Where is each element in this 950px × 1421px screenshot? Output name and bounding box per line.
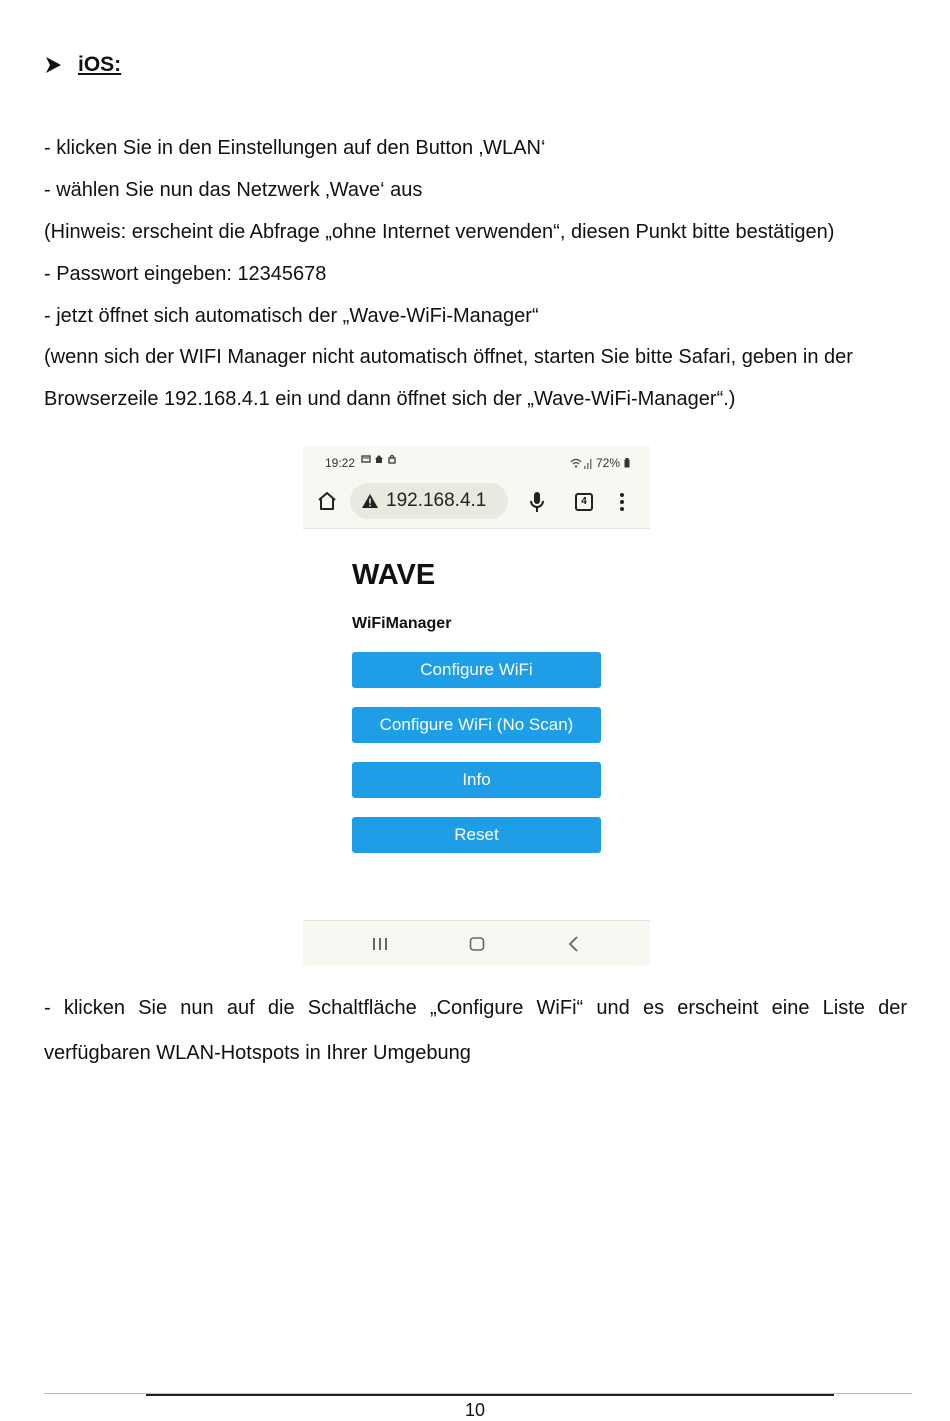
instruction-line: - klicken Sie nun auf die Schaltfläche „Configure WiFi“ und es erscheint eine Liste der	[44, 997, 907, 1019]
status-bar	[303, 446, 650, 476]
android-nav-bar	[303, 920, 650, 965]
instruction-line: - wählen Sie nun das Netzwerk ‚Wave‘ aus	[44, 179, 423, 201]
warning-icon[interactable]	[361, 493, 379, 509]
instruction-line: - jetzt öffnet sich automatisch der „Wave-WiFi-Manager“	[44, 305, 539, 327]
tabs-count-button[interactable]: 4	[575, 493, 593, 511]
page-number: 10	[464, 1400, 486, 1420]
footer-divider-accent	[146, 1394, 834, 1396]
message-icon	[361, 454, 371, 464]
microphone-icon[interactable]	[529, 491, 545, 513]
battery-percent: 72%	[595, 456, 620, 470]
recents-icon[interactable]	[372, 937, 388, 951]
nav-home-icon[interactable]	[469, 937, 485, 951]
instruction-line: verfügbaren WLAN-Hotspots in Ihrer Umgebung	[44, 1042, 471, 1064]
section-heading	[44, 50, 121, 80]
instruction-line: Browserzeile 192.168.4.1 ein und dann öffnet sich der „Wave-WiFi-Manager“.)	[44, 388, 736, 410]
status-time: 19:22	[325, 456, 356, 470]
info-button[interactable]: Info	[352, 762, 601, 798]
instruction-line: - klicken Sie in den Einstellungen auf den Button ‚WLAN‘	[44, 137, 546, 159]
arrow-bullet-icon	[44, 56, 62, 74]
status-icons	[361, 454, 397, 464]
home-status-icon	[374, 454, 384, 464]
more-menu-icon[interactable]	[619, 492, 625, 512]
configure-wifi-no-scan-button[interactable]: Configure WiFi (No Scan)	[352, 707, 601, 743]
reset-button[interactable]: Reset	[352, 817, 601, 853]
phone-screenshot	[303, 446, 650, 965]
instruction-line: (Hinweis: erscheint die Abfrage „ohne Internet verwenden“, diesen Punkt bitte bestätigen)	[44, 221, 835, 243]
url-text: 192.168.4.1	[386, 490, 487, 511]
battery-icon	[624, 458, 630, 468]
browser-toolbar	[303, 476, 650, 529]
instruction-line: (wenn sich der WIFI Manager nicht automatisch öffnet, starten Sie bitte Safari, geben in der	[44, 346, 853, 368]
wifi-signal-icon	[570, 458, 592, 469]
address-bar[interactable]	[350, 483, 508, 519]
back-icon[interactable]	[567, 936, 579, 952]
instruction-line: - Passwort eingeben: 12345678	[44, 263, 327, 285]
page-subtitle: WiFiManager	[352, 615, 452, 632]
heading-text: iOS:	[78, 53, 122, 76]
configure-wifi-button[interactable]: Configure WiFi	[352, 652, 601, 688]
lock-status-icon	[387, 454, 397, 464]
page-title: WAVE	[352, 559, 436, 591]
home-icon[interactable]	[316, 490, 338, 512]
status-right	[570, 456, 630, 470]
